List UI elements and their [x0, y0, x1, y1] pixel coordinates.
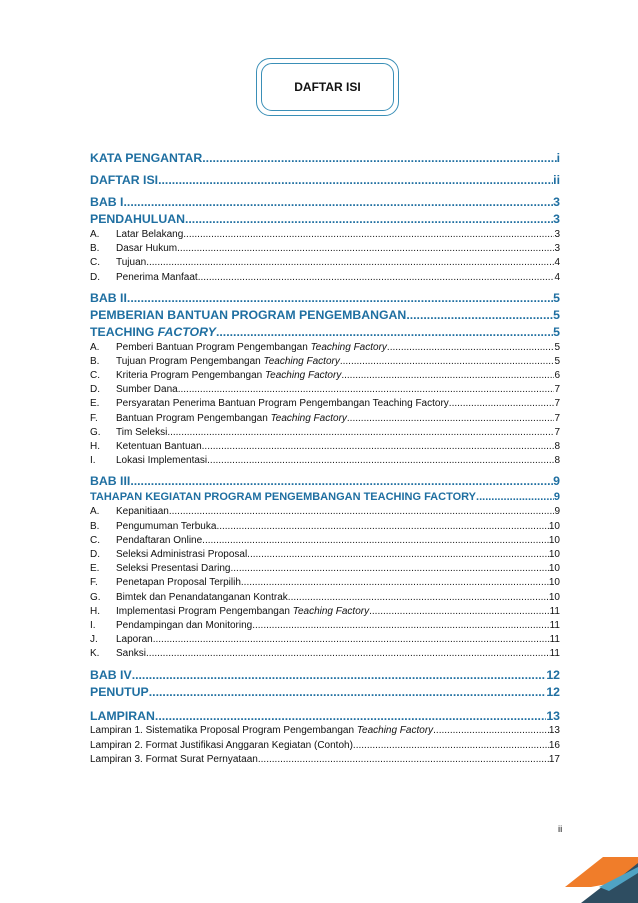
subentry-page: 8	[554, 455, 560, 467]
toc-entry-bab2-title[interactable]	[90, 307, 560, 324]
toc-subentry[interactable]	[90, 228, 560, 242]
toc-entry-kata-pengantar[interactable]	[90, 150, 560, 167]
subentry-page: 10	[548, 591, 560, 603]
toc-subentry[interactable]	[90, 520, 560, 534]
bab2-items	[90, 341, 560, 469]
toc-entry-label: BAB III	[90, 474, 131, 489]
toc-entry-label: TEACHING	[90, 324, 158, 339]
dot-leader	[252, 619, 549, 633]
subentry-letter: G.	[90, 591, 101, 603]
subentry-text-italic: Teaching Factory	[270, 412, 347, 424]
toc-subentry[interactable]	[90, 355, 560, 369]
toc-entry-label: PEMBERIAN BANTUAN PROGRAM PENGEMBANGAN	[90, 307, 407, 322]
subentry-page: 10	[548, 534, 560, 546]
toc-entry-label: BAB I	[90, 195, 124, 209]
subentry-text: Pendampingan dan Monitoring	[116, 619, 253, 631]
subentry-letter: B.	[90, 355, 100, 367]
subentry-page: 17	[548, 753, 560, 765]
dot-leader	[158, 172, 553, 189]
subentry-text: Lokasi Implementasi	[116, 455, 208, 467]
bab1-items	[90, 228, 560, 285]
subentry-text: Latar Belakang	[116, 228, 184, 240]
subentry-page: 11	[549, 619, 560, 631]
subentry-text: Ketentuan Bantuan	[116, 441, 202, 453]
dot-leader	[198, 271, 555, 285]
toc-subentry[interactable]	[90, 398, 560, 412]
dot-leader	[177, 242, 554, 256]
dot-leader	[202, 150, 556, 167]
subentry-page: 5	[554, 355, 560, 367]
subentry-text: Tujuan Program Pengembangan	[116, 355, 264, 367]
subentry-text: Sumber Dana	[116, 384, 178, 396]
subentry-page: 4	[554, 271, 560, 283]
subentry-text: Pengumuman Terbuka	[116, 520, 217, 532]
toc-entry-bab2-title-cont[interactable]	[90, 324, 560, 341]
toc-entry-bab4-title[interactable]	[90, 684, 560, 701]
subentry-page: 10	[548, 577, 560, 589]
subentry-page: 8	[554, 441, 560, 453]
dot-leader	[153, 633, 550, 647]
toc-entry-page: 9	[553, 491, 560, 504]
subentry-text: Tim Seleksi	[116, 426, 168, 438]
table-of-contents	[90, 150, 560, 767]
dot-leader	[353, 739, 549, 753]
toc-subentry[interactable]	[90, 426, 560, 440]
subentry-page: 5	[554, 341, 560, 353]
subentry-page: 7	[554, 426, 560, 438]
subentry-page: 3	[554, 243, 560, 255]
corner-decoration	[543, 843, 638, 903]
subentry-text: Lampiran 3. Format Surat Pernyataan	[90, 753, 258, 765]
toc-entry-page: ii	[553, 173, 560, 187]
dot-leader	[369, 605, 550, 619]
page-title: DAFTAR ISI	[261, 63, 394, 111]
subentry-text: Laporan	[116, 634, 153, 646]
subentry-page: 10	[548, 548, 560, 560]
toc-entry-bab1-title[interactable]	[90, 211, 560, 228]
subentry-text: Bimtek dan Penandatanganan Kontrak	[116, 591, 288, 603]
toc-entry-label-italic: FACTORY	[157, 324, 216, 339]
toc-subentry[interactable]	[90, 576, 560, 590]
toc-subentry[interactable]	[90, 412, 560, 426]
page-number: ii	[558, 824, 563, 835]
dot-leader	[449, 397, 555, 411]
subentry-page: 7	[554, 384, 560, 396]
dot-leader	[216, 324, 553, 341]
subentry-page: 10	[548, 563, 560, 575]
subentry-text: Pemberi Bantuan Program Pengembangan	[116, 341, 311, 353]
dot-leader	[207, 454, 554, 468]
dot-leader	[241, 576, 549, 590]
toc-subentry[interactable]	[90, 633, 560, 647]
subentry-letter: C.	[90, 257, 100, 269]
subentry-page: 13	[548, 725, 560, 737]
toc-subentry[interactable]	[90, 369, 560, 383]
dot-leader	[169, 505, 555, 519]
toc-entry-page: 3	[553, 195, 560, 209]
dot-leader	[149, 684, 547, 701]
dot-leader	[247, 548, 549, 562]
dot-leader	[132, 667, 547, 684]
subentry-page: 16	[548, 739, 560, 751]
subentry-text: Seleksi Administrasi Proposal	[116, 548, 248, 560]
subentry-page: 6	[554, 370, 560, 382]
toc-entry-page: 12	[546, 684, 560, 699]
subentry-letter: B.	[90, 243, 100, 255]
dot-leader	[178, 383, 555, 397]
subentry-text-italic: Teaching Factory	[356, 725, 434, 737]
subentry-text: Bantuan Program Pengembangan	[116, 412, 271, 424]
dot-leader	[130, 473, 553, 490]
subentry-text-italic: Teaching Factory	[264, 370, 342, 382]
dot-leader	[387, 341, 555, 355]
toc-subentry[interactable]	[90, 725, 560, 739]
dot-leader	[167, 426, 554, 440]
dot-leader	[347, 412, 555, 426]
subentry-letter: I.	[90, 619, 96, 631]
subentry-text: Implementasi Program Pengembangan	[116, 605, 293, 617]
toc-subentry[interactable]	[90, 605, 560, 619]
subentry-text: Pendaftaran Online	[116, 534, 203, 546]
subentry-letter: D.	[90, 271, 100, 283]
subentry-text-italic: Teaching Factory	[292, 605, 370, 617]
toc-subentry[interactable]	[90, 619, 560, 633]
toc-subentry[interactable]	[90, 753, 560, 767]
toc-entry-lampiran[interactable]	[90, 708, 560, 725]
subentry-letter: K.	[90, 648, 100, 660]
toc-entry-label: TAHAPAN KEGIATAN PROGRAM PENGEMBANGAN TEACHING FACTORY	[90, 491, 477, 504]
lampiran-items	[90, 725, 560, 768]
toc-subentry[interactable]	[90, 271, 560, 285]
toc-entry-page: 5	[553, 307, 560, 322]
toc-subentry[interactable]	[90, 548, 560, 562]
dot-leader	[406, 307, 553, 324]
toc-entry-label: PENUTUP	[90, 684, 149, 699]
toc-entry-bab3-title[interactable]	[90, 490, 560, 505]
subentry-text: Tujuan	[116, 257, 147, 269]
subentry-letter: I.	[90, 455, 96, 467]
toc-subentry[interactable]	[90, 256, 560, 270]
toc-subentry[interactable]	[90, 440, 560, 454]
subentry-page: 11	[549, 605, 560, 617]
toc-subentry[interactable]	[90, 242, 560, 256]
toc-entry-label: BAB IV	[90, 667, 132, 682]
subentry-text-italic: Teaching Factory	[263, 355, 340, 367]
toc-subentry[interactable]	[90, 534, 560, 548]
dot-leader	[258, 753, 549, 767]
dot-leader	[216, 520, 548, 534]
subentry-letter: F.	[90, 577, 98, 589]
toc-entry-daftar-isi[interactable]	[90, 172, 560, 189]
subentry-letter: H.	[90, 605, 100, 617]
subentry-letter: E.	[90, 563, 100, 575]
subentry-page: 11	[549, 634, 560, 646]
subentry-letter: C.	[90, 370, 100, 382]
title-box	[256, 58, 399, 116]
dot-leader	[288, 591, 549, 605]
toc-entry-page: 9	[553, 474, 560, 489]
subentry-text: Lampiran 1. Sistematika Proposal Program Pengembangan	[90, 725, 357, 737]
toc-entry-bab3[interactable]	[90, 473, 560, 490]
subentry-text: Penetapan Proposal Terpilih	[116, 577, 241, 589]
toc-subentry[interactable]	[90, 454, 560, 468]
subentry-text-italic: Teaching Factory	[310, 341, 387, 353]
toc-subentry[interactable]	[90, 591, 560, 605]
subentry-page: 10	[548, 520, 560, 532]
toc-entry-bab4[interactable]	[90, 667, 560, 684]
subentry-text: Sanksi	[116, 648, 147, 660]
subentry-page: 9	[554, 506, 560, 518]
subentry-letter: A.	[90, 341, 100, 353]
toc-entry-page: 12	[546, 667, 560, 682]
bab3-items	[90, 505, 560, 661]
dot-leader	[185, 211, 553, 228]
subentry-page: 11	[549, 648, 560, 660]
subentry-page: 4	[554, 257, 560, 269]
subentry-letter: E.	[90, 398, 100, 410]
toc-subentry[interactable]	[90, 505, 560, 519]
subentry-letter: A.	[90, 228, 100, 240]
dot-leader	[476, 490, 554, 505]
subentry-letter: C.	[90, 534, 100, 546]
dot-leader	[146, 256, 554, 270]
toc-entry-label: KATA PENGANTAR	[90, 151, 203, 165]
subentry-letter: F.	[90, 412, 98, 424]
toc-entry-page: 13	[546, 708, 560, 723]
subentry-letter: D.	[90, 384, 100, 396]
toc-entry-page: i	[556, 151, 560, 165]
subentry-page: 7	[554, 412, 560, 424]
subentry-letter: G.	[90, 426, 101, 438]
dot-leader	[231, 562, 549, 576]
toc-subentry[interactable]	[90, 562, 560, 576]
subentry-text: Kepanitiaan	[116, 506, 169, 518]
toc-subentry[interactable]	[90, 739, 560, 753]
subentry-letter: D.	[90, 548, 100, 560]
subentry-letter: A.	[90, 506, 100, 518]
dot-leader	[340, 355, 555, 369]
dot-leader	[202, 440, 555, 454]
dot-leader	[341, 369, 554, 383]
toc-entry-label: DAFTAR ISI	[90, 173, 159, 187]
subentry-letter: B.	[90, 520, 100, 532]
toc-entry-page: 5	[553, 290, 560, 305]
dot-leader	[155, 708, 546, 725]
toc-entry-bab1[interactable]	[90, 194, 560, 211]
subentry-text: Seleksi Presentasi Daring	[116, 563, 231, 575]
dot-leader	[123, 194, 553, 211]
subentry-page: 3	[554, 228, 560, 240]
dot-leader	[183, 228, 554, 242]
toc-entry-bab2[interactable]	[90, 290, 560, 307]
subentry-letter: J.	[90, 634, 98, 646]
subentry-letter: H.	[90, 441, 100, 453]
toc-subentry[interactable]	[90, 341, 560, 355]
toc-entry-label: BAB II	[90, 290, 127, 305]
toc-entry-label: PENDAHULUAN	[90, 212, 185, 226]
toc-subentry[interactable]	[90, 383, 560, 397]
dot-leader	[433, 724, 549, 738]
toc-entry-page: 5	[553, 324, 560, 339]
toc-entry-page: 3	[553, 212, 560, 226]
toc-entry-label: LAMPIRAN	[90, 708, 155, 723]
subentry-text: Lampiran 2. Format Justifikasi Anggaran Kegiatan (Contoh)	[90, 739, 353, 751]
dot-leader	[127, 290, 553, 307]
subentry-text: Kriteria Program Pengembangan	[116, 370, 265, 382]
subentry-text: Persyaratan Penerima Bantuan Program Pengembangan Teaching Factory	[116, 398, 449, 410]
subentry-text: Penerima Manfaat	[116, 271, 198, 283]
toc-subentry[interactable]	[90, 647, 560, 661]
subentry-page: 7	[554, 398, 560, 410]
dot-leader	[146, 647, 550, 661]
subentry-text: Dasar Hukum	[116, 243, 178, 255]
dot-leader	[202, 534, 549, 548]
